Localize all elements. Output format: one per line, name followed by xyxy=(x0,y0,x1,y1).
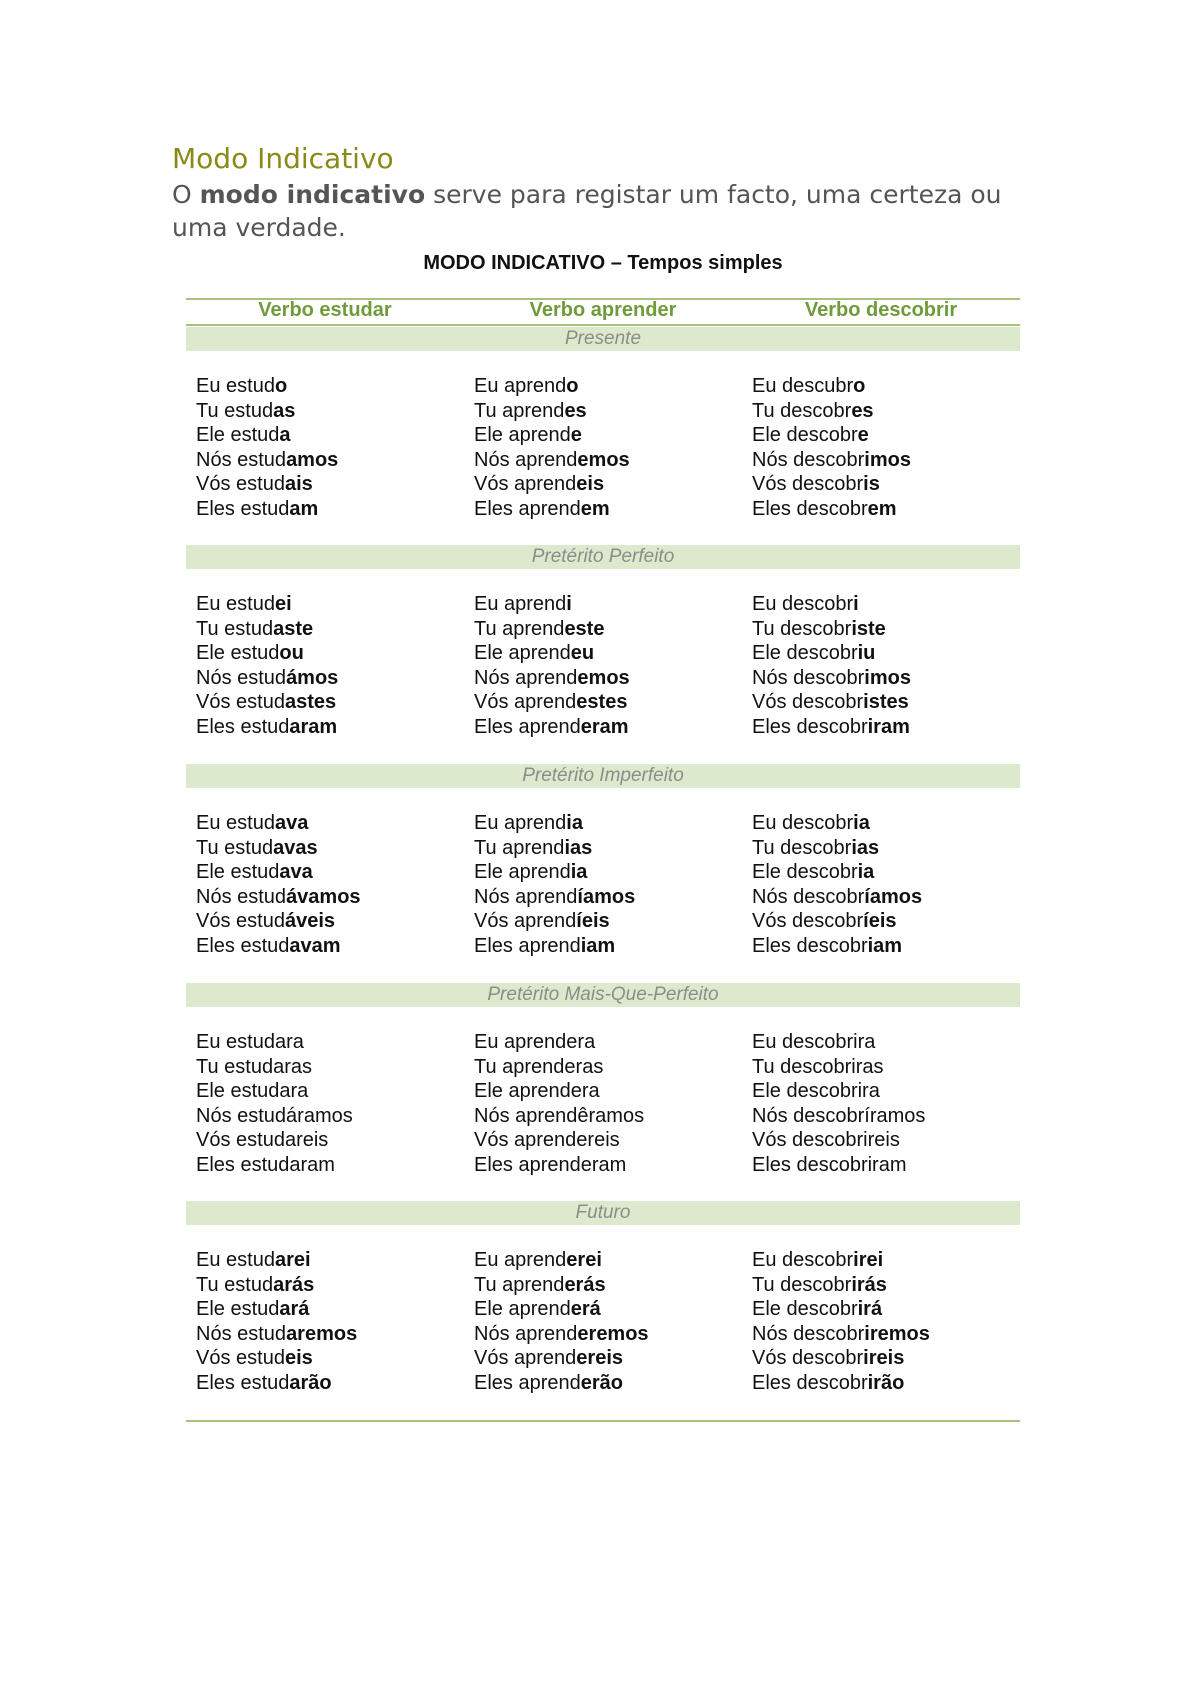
verb-stem: Nós estud xyxy=(196,666,287,689)
verb-ending: avas xyxy=(273,836,318,859)
verb-ending: iam xyxy=(580,934,616,957)
conjugation-line xyxy=(196,472,338,497)
verb-stem: Eles estud xyxy=(196,934,290,957)
conjugation-line xyxy=(752,1055,925,1080)
conjugation-line xyxy=(196,1030,353,1055)
conjugation-line xyxy=(752,666,911,691)
verb-stem: Eu aprend xyxy=(474,812,567,834)
verb-stem: Nós estud xyxy=(196,448,287,471)
verb-ending: ámos xyxy=(286,666,339,689)
conjugation-line xyxy=(752,1104,925,1129)
conjugation-line xyxy=(752,641,911,666)
conjugation-line xyxy=(196,497,338,522)
verb-ending: imos xyxy=(864,666,911,689)
conjugation-line xyxy=(196,860,361,885)
conjugation-line xyxy=(196,617,338,642)
conjugation-line xyxy=(474,497,630,522)
conjugation-line xyxy=(474,836,635,861)
conjugation-line xyxy=(752,1273,930,1298)
verb-ending: ias xyxy=(564,836,593,859)
page-heading: Modo Indicativo xyxy=(172,142,394,175)
verb-stem: Vós aprendereis xyxy=(474,1129,620,1151)
verb-ending: ará xyxy=(279,1298,310,1320)
conjugation-line xyxy=(752,1346,930,1371)
verb-ending: o xyxy=(274,375,288,397)
conjugation-line xyxy=(196,374,338,399)
conjugation-line xyxy=(196,1346,357,1371)
verb-stem: Vós estudareis xyxy=(196,1129,329,1151)
verb-ending: eis xyxy=(576,473,605,495)
table-title: MODO INDICATIVO – Tempos simples xyxy=(423,252,783,274)
verb-ending: eram xyxy=(580,715,629,738)
verb-ending: a xyxy=(279,424,291,446)
verb-ending: eis xyxy=(284,1347,313,1369)
verb-stem: Ele descobr xyxy=(752,861,858,883)
column-header-descobrir: Verbo descobrir xyxy=(804,299,958,321)
conjugation-column-estudar xyxy=(196,592,338,739)
conjugation-line xyxy=(196,641,338,666)
verb-stem: Eu estud xyxy=(196,593,275,615)
verb-ending: emos xyxy=(577,666,630,689)
verb-ending: arei xyxy=(274,1249,311,1271)
conjugation-column-aprender xyxy=(474,592,630,739)
verb-ending: ei xyxy=(274,593,292,615)
verb-ending: i xyxy=(566,593,572,615)
verb-ending: aremos xyxy=(286,1322,358,1345)
verb-stem: Eles aprend xyxy=(474,497,581,520)
verb-stem: Eles estud xyxy=(196,1371,290,1394)
verb-ending: ava xyxy=(279,861,313,883)
verb-stem: Eles descobr xyxy=(752,934,868,957)
verb-stem: Vós estud xyxy=(196,473,285,495)
conjugation-line xyxy=(474,1104,644,1129)
conjugation-line xyxy=(196,448,338,473)
verb-ending: astes xyxy=(284,691,337,713)
verb-stem: Nós descobr xyxy=(752,1322,865,1345)
verb-ending: estes xyxy=(576,691,628,713)
conjugation-line xyxy=(196,934,361,959)
conjugation-line xyxy=(752,690,911,715)
verb-stem: Ele descobr xyxy=(752,424,858,446)
conjugation-line xyxy=(196,1297,357,1322)
conjugation-column-descobrir xyxy=(752,811,922,958)
verb-ending: irás xyxy=(851,1273,887,1296)
conjugation-line xyxy=(474,909,635,934)
conjugation-line xyxy=(752,374,911,399)
conjugation-line xyxy=(474,1371,649,1396)
verb-stem: Ele estud xyxy=(196,642,280,664)
verb-stem: Eles aprend xyxy=(474,934,581,957)
conjugation-line xyxy=(474,472,630,497)
conjugation-line xyxy=(752,1297,930,1322)
conjugation-column-descobrir xyxy=(752,374,911,521)
verb-stem: Nós descobr xyxy=(752,448,865,471)
verb-stem: Tu aprend xyxy=(474,836,565,859)
conjugation-line xyxy=(752,1030,925,1055)
verb-stem: Vós descobr xyxy=(752,1347,864,1369)
conjugation-line xyxy=(752,1371,930,1396)
conjugation-line xyxy=(474,690,630,715)
conjugation-line xyxy=(474,1153,644,1178)
verb-stem: Eu descobr xyxy=(752,812,854,834)
conjugation-line xyxy=(474,423,630,448)
verb-stem: Vós estud xyxy=(196,691,285,713)
verb-stem: Vós descobr xyxy=(752,473,864,495)
verb-stem: Nós aprend xyxy=(474,885,578,908)
conjugation-line xyxy=(196,690,338,715)
conjugation-line xyxy=(196,1104,353,1129)
conjugation-line xyxy=(474,617,630,642)
tense-band: Presente xyxy=(186,327,1020,351)
verb-ending: e xyxy=(570,424,582,446)
verb-stem: Nós descobr xyxy=(752,666,865,689)
conjugation-line xyxy=(196,1153,353,1178)
verb-ending: o xyxy=(566,375,579,397)
conjugation-line xyxy=(752,1128,925,1153)
verb-stem: Ele estud xyxy=(196,861,280,883)
verb-ending: ireis xyxy=(863,1347,905,1369)
verb-stem: Eu aprend xyxy=(474,375,567,397)
verb-stem: Nós descobríramos xyxy=(752,1104,926,1127)
column-header-rule xyxy=(186,324,1020,326)
verb-stem: Vós aprend xyxy=(474,473,577,495)
verb-ending: em xyxy=(867,497,897,520)
conjugation-line xyxy=(752,423,911,448)
conjugation-line xyxy=(474,934,635,959)
verb-stem: Vós aprend xyxy=(474,910,577,932)
verb-ending: irá xyxy=(857,1298,883,1320)
verb-stem: Eu estud xyxy=(196,375,275,397)
verb-ending: arás xyxy=(273,1273,315,1296)
verb-ending: ia xyxy=(853,812,870,834)
verb-stem: Ele estud xyxy=(196,1298,280,1320)
conjugation-line xyxy=(752,472,911,497)
verb-ending: as xyxy=(273,399,296,422)
conjugation-line xyxy=(752,860,922,885)
verb-ending: erão xyxy=(580,1371,623,1394)
tense-band: Pretérito Perfeito xyxy=(186,545,1020,569)
verb-ending: es xyxy=(564,399,587,422)
intro-paragraph xyxy=(172,178,1032,244)
verb-ending: eremos xyxy=(577,1322,649,1345)
verb-ending: ava xyxy=(274,812,309,834)
verb-stem: Nós aprend xyxy=(474,448,578,471)
verb-ending: arão xyxy=(289,1371,332,1394)
conjugation-column-estudar xyxy=(196,374,338,521)
verb-ending: es xyxy=(851,399,874,422)
tense-band: Pretérito Mais-Que-Perfeito xyxy=(186,983,1020,1007)
verb-stem: Eu descobrira xyxy=(752,1031,876,1053)
conjugation-line xyxy=(474,1248,649,1273)
table-bottom-rule xyxy=(186,1420,1020,1422)
verb-ending: am xyxy=(289,497,319,520)
verb-ending: amos xyxy=(286,448,339,471)
verb-stem: Eles aprenderam xyxy=(474,1153,627,1176)
verb-stem: Eu descobr xyxy=(752,1249,854,1271)
verb-ending: aram xyxy=(289,715,338,738)
verb-stem: Tu descobriras xyxy=(752,1055,884,1078)
conjugation-column-descobrir xyxy=(752,1248,930,1395)
conjugation-column-estudar xyxy=(196,1030,353,1177)
conjugation-line xyxy=(752,1248,930,1273)
verb-ending: irão xyxy=(867,1371,905,1394)
verb-stem: Eles descobr xyxy=(752,1371,868,1394)
verb-ending: e xyxy=(857,424,869,446)
tense-band: Pretérito Imperfeito xyxy=(186,764,1020,788)
verb-stem: Tu aprenderas xyxy=(474,1055,604,1078)
verb-stem: Tu estud xyxy=(196,1273,274,1296)
conjugation-line xyxy=(752,1153,925,1178)
conjugation-line xyxy=(196,1128,353,1153)
intro-text-before: O xyxy=(172,180,200,209)
verb-ending: este xyxy=(564,617,605,640)
conjugation-line xyxy=(474,885,635,910)
column-header-estudar: Verbo estudar xyxy=(258,299,392,321)
conjugation-line xyxy=(196,811,361,836)
conjugation-column-estudar xyxy=(196,811,361,958)
verb-ending: ou xyxy=(279,642,304,664)
verb-stem: Ele aprend xyxy=(474,861,571,883)
conjugation-line xyxy=(196,1371,357,1396)
verb-ending: ia xyxy=(566,812,583,834)
conjugation-line xyxy=(474,715,630,740)
conjugation-line xyxy=(196,592,338,617)
conjugation-line xyxy=(752,1079,925,1104)
verb-stem: Eles estudaram xyxy=(196,1153,335,1176)
conjugation-line xyxy=(474,374,630,399)
verb-stem: Eu estud xyxy=(196,812,275,834)
verb-stem: Vós aprend xyxy=(474,691,577,713)
verb-ending: eu xyxy=(570,642,595,664)
verb-ending: emos xyxy=(577,448,630,471)
conjugation-line xyxy=(752,811,922,836)
conjugation-line xyxy=(474,641,630,666)
conjugation-line xyxy=(752,592,911,617)
verb-ending: íamos xyxy=(864,885,923,908)
verb-stem: Nós estud xyxy=(196,1322,287,1345)
verb-ending: erei xyxy=(566,1249,602,1271)
conjugation-line xyxy=(474,666,630,691)
verb-stem: Nós aprendêramos xyxy=(474,1104,645,1127)
tense-band: Futuro xyxy=(186,1201,1020,1225)
intro-text-bold: modo indicativo xyxy=(199,180,426,209)
conjugation-line xyxy=(474,1297,649,1322)
conjugation-line xyxy=(474,860,635,885)
conjugation-line xyxy=(474,1030,644,1055)
verb-stem: Nós aprend xyxy=(474,1322,578,1345)
verb-stem: Nós estud xyxy=(196,885,287,908)
conjugation-line xyxy=(752,909,922,934)
conjugation-line xyxy=(196,423,338,448)
verb-stem: Eu estudara xyxy=(196,1031,304,1053)
conjugation-line xyxy=(752,836,922,861)
verb-ending: iam xyxy=(867,934,903,957)
verb-stem: Ele descobrira xyxy=(752,1080,880,1102)
conjugation-line xyxy=(474,592,630,617)
conjugation-line xyxy=(474,1346,649,1371)
verb-ending: imos xyxy=(864,448,911,471)
verb-stem: Tu aprend xyxy=(474,617,565,640)
verb-ending: avam xyxy=(289,934,341,957)
verb-stem: Ele estudara xyxy=(196,1080,309,1102)
verb-ending: ias xyxy=(851,836,880,859)
verb-ending: áveis xyxy=(284,910,336,932)
conjugation-column-aprender xyxy=(474,1030,644,1177)
verb-stem: Ele aprend xyxy=(474,424,571,446)
verb-ending: ia xyxy=(570,861,588,883)
conjugation-line xyxy=(752,448,911,473)
verb-stem: Nós aprend xyxy=(474,666,578,689)
conjugation-line xyxy=(474,1128,644,1153)
verb-stem: Eles aprend xyxy=(474,715,581,738)
verb-stem: Tu estudaras xyxy=(196,1055,312,1078)
verb-stem: Vós descobrireis xyxy=(752,1129,900,1151)
verb-stem: Eles aprend xyxy=(474,1371,581,1394)
conjugation-line xyxy=(474,399,630,424)
conjugation-column-descobrir xyxy=(752,1030,925,1177)
verb-stem: Tu descobr xyxy=(752,1273,852,1296)
conjugation-line xyxy=(474,1055,644,1080)
conjugation-line xyxy=(196,1248,357,1273)
conjugation-column-aprender xyxy=(474,374,630,521)
verb-stem: Vós estud xyxy=(196,910,285,932)
verb-stem: Eu descubr xyxy=(752,375,854,397)
verb-ending: iremos xyxy=(864,1322,930,1345)
verb-stem: Eu descobr xyxy=(752,593,854,615)
conjugation-line xyxy=(196,715,338,740)
verb-ending: íeis xyxy=(576,910,610,932)
verb-ending: ia xyxy=(857,861,875,883)
verb-ending: iu xyxy=(857,642,876,664)
conjugation-line xyxy=(752,885,922,910)
verb-ending: íamos xyxy=(577,885,636,908)
column-header-aprender: Verbo aprender xyxy=(529,299,677,321)
conjugation-line xyxy=(196,666,338,691)
verb-stem: Eles descobr xyxy=(752,715,868,738)
verb-stem: Ele aprendera xyxy=(474,1080,600,1102)
verb-stem: Nós descobr xyxy=(752,885,865,908)
verb-stem: Tu descobr xyxy=(752,836,852,859)
verb-stem: Nós estudáramos xyxy=(196,1104,353,1127)
verb-stem: Ele estud xyxy=(196,424,280,446)
verb-stem: Tu aprend xyxy=(474,1273,565,1296)
verb-stem: Tu estud xyxy=(196,399,274,422)
verb-stem: Tu descobr xyxy=(752,399,852,422)
verb-stem: Eles estud xyxy=(196,497,290,520)
conjugation-line xyxy=(752,1322,930,1347)
conjugation-line xyxy=(474,1273,649,1298)
verb-stem: Eu aprend xyxy=(474,593,567,615)
verb-ending: iste xyxy=(851,617,886,640)
verb-ending: o xyxy=(853,375,866,397)
conjugation-line xyxy=(196,1322,357,1347)
verb-stem: Eu aprend xyxy=(474,1249,567,1271)
conjugation-line xyxy=(752,934,922,959)
conjugation-line xyxy=(196,909,361,934)
verb-ending: is xyxy=(863,473,880,495)
conjugation-line xyxy=(474,1079,644,1104)
verb-stem: Vós descobr xyxy=(752,910,864,932)
conjugation-line xyxy=(196,1079,353,1104)
verb-ending: ereis xyxy=(576,1347,624,1369)
verb-stem: Tu descobr xyxy=(752,617,852,640)
verb-stem: Tu estud xyxy=(196,836,274,859)
conjugation-line xyxy=(752,617,911,642)
conjugation-line xyxy=(752,497,911,522)
conjugation-line xyxy=(196,836,361,861)
verb-stem: Ele descobr xyxy=(752,642,858,664)
intro-text-after: serve para registar um facto, uma certeza ou uma verdade. xyxy=(172,180,1002,242)
verb-ending: aste xyxy=(273,617,314,640)
conjugation-line xyxy=(474,1322,649,1347)
conjugation-line xyxy=(196,1273,357,1298)
conjugation-line xyxy=(196,399,338,424)
verb-stem: Eu aprendera xyxy=(474,1031,596,1053)
conjugation-column-descobrir xyxy=(752,592,911,739)
conjugation-column-estudar xyxy=(196,1248,357,1395)
verb-ending: erás xyxy=(564,1273,606,1296)
verb-stem: Ele aprend xyxy=(474,642,571,664)
verb-ending: iram xyxy=(867,715,910,738)
conjugation-line xyxy=(474,811,635,836)
conjugation-column-aprender xyxy=(474,1248,649,1395)
verb-ending: em xyxy=(580,497,610,520)
verb-stem: Tu aprend xyxy=(474,399,565,422)
verb-stem: Eu estud xyxy=(196,1249,275,1271)
conjugation-line xyxy=(474,448,630,473)
verb-stem: Vós descobr xyxy=(752,691,864,713)
verb-stem: Vós aprend xyxy=(474,1347,577,1369)
verb-ending: istes xyxy=(863,691,909,713)
conjugation-line xyxy=(196,1055,353,1080)
verb-ending: íeis xyxy=(863,910,897,932)
verb-stem: Eles descobr xyxy=(752,497,868,520)
verb-stem: Tu estud xyxy=(196,617,274,640)
conjugation-line xyxy=(752,399,911,424)
verb-stem: Ele descobr xyxy=(752,1298,858,1320)
verb-ending: i xyxy=(853,593,859,615)
verb-ending: irei xyxy=(853,1249,884,1271)
conjugation-column-aprender xyxy=(474,811,635,958)
verb-stem: Ele aprend xyxy=(474,1298,571,1320)
verb-ending: ávamos xyxy=(286,885,361,908)
verb-ending: erá xyxy=(570,1298,601,1320)
verb-stem: Vós estud xyxy=(196,1347,285,1369)
conjugation-line xyxy=(752,715,911,740)
conjugation-line xyxy=(196,885,361,910)
verb-stem: Eles estud xyxy=(196,715,290,738)
verb-ending: ais xyxy=(284,473,313,495)
verb-stem: Eles descobriram xyxy=(752,1153,907,1176)
